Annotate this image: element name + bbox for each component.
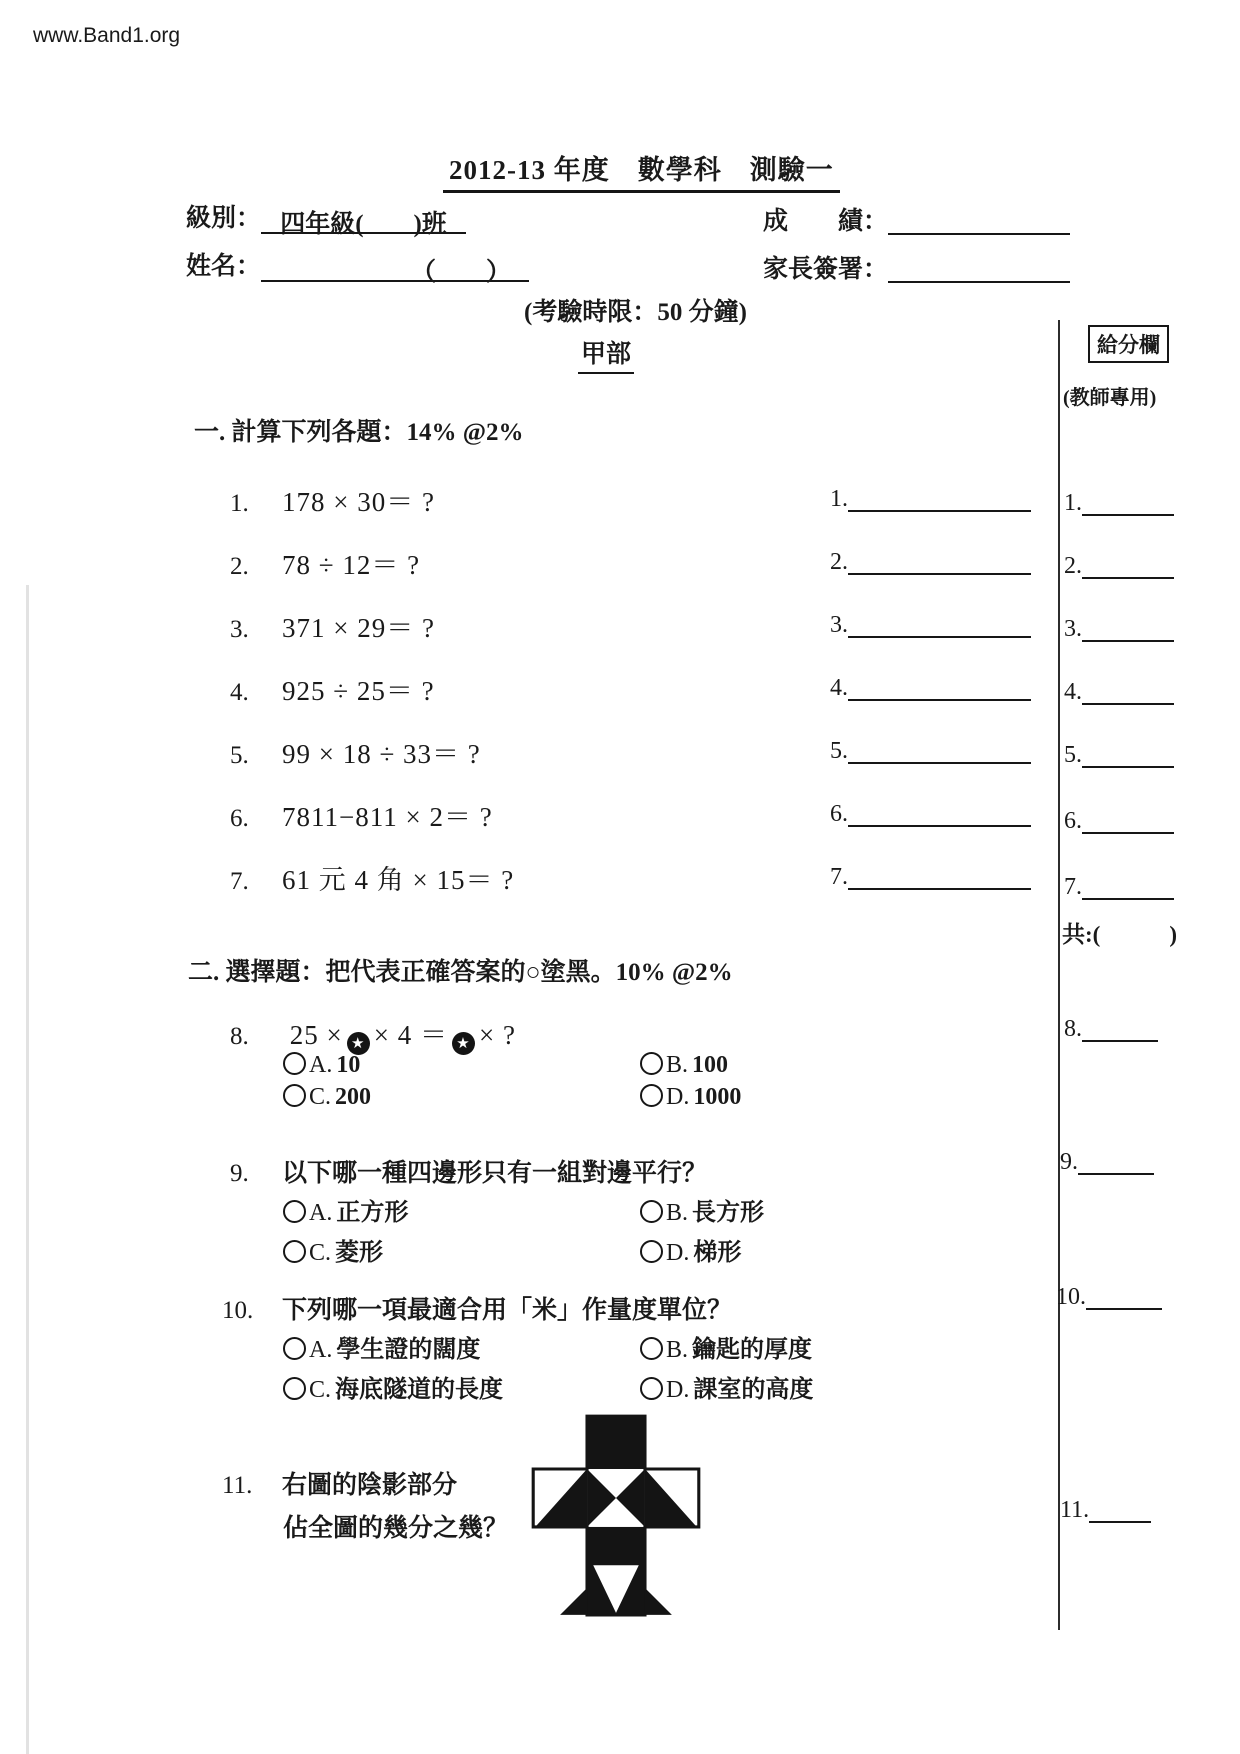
marks-column-divider xyxy=(1058,320,1060,1630)
answer-slot: 6. xyxy=(830,797,1031,828)
marks-slot: 11. xyxy=(1060,1493,1151,1524)
marks-slot: 7. xyxy=(1064,870,1174,901)
answer-blank xyxy=(848,860,1031,890)
answer-blank xyxy=(848,797,1031,827)
question-row: 3. 371 × 29＝ ? xyxy=(230,613,435,643)
bottom-right-flare xyxy=(645,1588,672,1615)
option-d: D. 1000 xyxy=(640,1084,741,1111)
question-row: 2. 78 ÷ 12＝ ? xyxy=(230,550,421,580)
class-label: 級別： xyxy=(186,205,262,232)
answer-slot: 5. xyxy=(830,734,1031,765)
q10-options xyxy=(283,1329,813,1404)
option-c: C. 200 xyxy=(283,1084,640,1111)
shaded-right-wing xyxy=(645,1469,697,1527)
option-a: A. 正方形 xyxy=(283,1192,640,1227)
marks-box-subtitle: (教師專用) xyxy=(1063,387,1157,409)
answer-slot: 1. xyxy=(830,482,1031,513)
circled-star-icon: ★ xyxy=(347,1032,370,1055)
name-label: 姓名： xyxy=(186,253,262,280)
answer-blank xyxy=(848,671,1031,701)
section-a-title: 甲部 xyxy=(578,334,634,374)
marks-slot: 10. xyxy=(1056,1280,1162,1311)
marks-slot: 9. xyxy=(1060,1145,1154,1176)
marks-subtotal: 共:( ) xyxy=(1062,922,1177,947)
option-circle-icon xyxy=(283,1052,306,1075)
answer-slot: 7. xyxy=(830,860,1031,891)
option-a: A. 10 xyxy=(283,1052,640,1079)
option-a: A. 學生證的闊度 xyxy=(283,1329,640,1364)
option-b: B. 鑰匙的厚度 xyxy=(640,1329,813,1364)
option-circle-icon xyxy=(640,1377,663,1400)
option-circle-icon xyxy=(640,1240,663,1263)
option-b: B. 100 xyxy=(640,1052,741,1079)
q9-options xyxy=(283,1192,764,1267)
question-row: 6. 7811−811 × 2＝ ? xyxy=(230,802,493,832)
marks-blank xyxy=(1086,1280,1162,1310)
answer-slot: 2. xyxy=(830,545,1031,576)
question-row: 5. 99 × 18 ÷ 33＝ ? xyxy=(230,739,481,769)
pinwheel-cross-figure xyxy=(528,1410,704,1617)
option-circle-icon xyxy=(283,1200,306,1223)
marks-blank xyxy=(1082,804,1174,834)
question-row: 4. 925 ÷ 25＝ ? xyxy=(230,676,435,706)
watermark-text: www.Band1.org xyxy=(33,24,181,47)
marks-slot: 6. xyxy=(1064,804,1174,835)
shaded-left-wing xyxy=(535,1469,587,1527)
option-c: C. 海底隧道的長度 xyxy=(283,1369,640,1404)
option-circle-icon xyxy=(283,1240,306,1263)
shaded-center-east xyxy=(616,1469,645,1527)
marks-slot: 8. xyxy=(1064,1012,1158,1043)
marks-blank xyxy=(1082,738,1174,768)
question-row: 11. 右圖的陰影部分 xyxy=(222,1472,458,1499)
option-circle-icon xyxy=(283,1377,306,1400)
time-limit-note: (考驗時限：50 分鐘) xyxy=(524,299,747,326)
score-blank xyxy=(888,205,1070,235)
option-d: D. 梯形 xyxy=(640,1232,764,1267)
marks-box-title: 給分欄 xyxy=(1088,325,1169,363)
option-circle-icon xyxy=(283,1084,306,1107)
option-circle-icon xyxy=(640,1052,663,1075)
marks-blank xyxy=(1082,612,1174,642)
question-row: 7. 61 元 4 角 × 15＝ ? xyxy=(230,865,515,895)
marks-blank xyxy=(1082,870,1174,900)
marks-slot: 4. xyxy=(1064,675,1174,706)
option-d: D. 課室的高度 xyxy=(640,1369,813,1404)
marks-blank xyxy=(1078,1145,1154,1175)
parent-sign-blank xyxy=(888,253,1070,283)
part1-heading: 一. 計算下列各題：14% @2% xyxy=(194,419,524,446)
name-blank: （ ） xyxy=(261,252,529,282)
option-circle-icon xyxy=(640,1337,663,1360)
question-row: 8. 25 × ★ × 4 ＝ ★ × ? xyxy=(230,1013,516,1055)
option-b: B. 長方形 xyxy=(640,1192,764,1227)
question-11-figure xyxy=(528,1410,704,1622)
answer-blank xyxy=(848,482,1031,512)
marks-blank xyxy=(1082,1012,1158,1042)
marks-blank xyxy=(1089,1493,1151,1523)
answer-blank xyxy=(848,545,1031,575)
marks-slot: 2. xyxy=(1064,549,1174,580)
marks-slot: 1. xyxy=(1064,486,1174,517)
marks-slot: 3. xyxy=(1064,612,1174,643)
score-label: 成 績： xyxy=(763,208,889,235)
question-row: 10. 下列哪一項最適合用「米」作量度單位？ xyxy=(222,1297,733,1324)
question-text-line2: 佔全圖的幾分之幾？ xyxy=(283,1515,509,1542)
class-blank: 四年級( )班 xyxy=(261,204,466,234)
answer-blank xyxy=(848,608,1031,638)
question-row: 9. 以下哪一種四邊形只有一組對邊平行？ xyxy=(230,1160,708,1187)
option-circle-icon xyxy=(640,1200,663,1223)
parent-sign-label: 家長簽署： xyxy=(763,256,889,283)
shaded-top-arm xyxy=(587,1416,645,1469)
option-c: C. 菱形 xyxy=(283,1232,640,1267)
option-circle-icon xyxy=(283,1337,306,1360)
q8-options xyxy=(283,1052,741,1111)
marks-slot: 5. xyxy=(1064,738,1174,769)
paper-title: 2012-13 年度 數學科 測驗一 xyxy=(443,148,840,193)
part2-heading: 二. 選擇題：把代表正確答案的○塗黑。10% @2% xyxy=(188,959,733,986)
option-circle-icon xyxy=(640,1084,663,1107)
bottom-left-flare xyxy=(560,1588,587,1615)
scan-artifact-line xyxy=(26,585,29,1754)
answer-slot: 4. xyxy=(830,671,1031,702)
marks-blank xyxy=(1082,675,1174,705)
question-row: 1. 178 × 30＝ ? xyxy=(230,487,435,517)
circled-star-icon: ★ xyxy=(452,1032,475,1055)
marks-blank xyxy=(1082,486,1174,516)
marks-blank xyxy=(1082,549,1174,579)
answer-slot: 3. xyxy=(830,608,1031,639)
shaded-center-west xyxy=(587,1469,616,1527)
answer-blank xyxy=(848,734,1031,764)
